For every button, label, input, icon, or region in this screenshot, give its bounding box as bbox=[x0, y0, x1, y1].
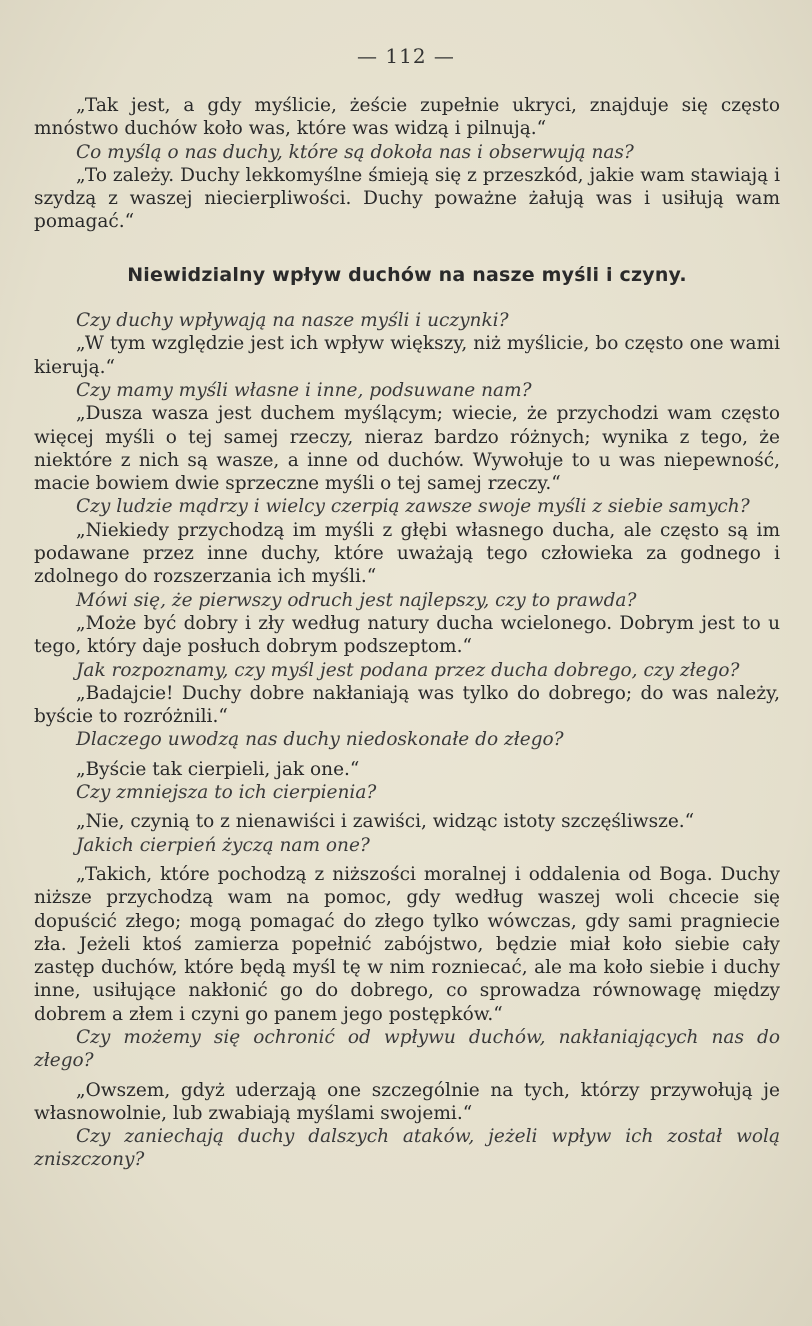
answer-paragraph: „Takich, które pochodzą z niższości moralnej i oddalenia od Boga. Duchy niższe przychodzą wam na pomoc, gdy według waszej woli chcecie się dopuścić złego; mogą pomagać do złego tylko wówczas, gdy sami pragniecie zła. Jeżeli ktoś zamierza popełnić zabójstwo, będzie miał koło siebie cały zastęp duchów, które będą myśl tę w nim rozniecać, ale ma koło siebie i duchy inne, usiłujące nakłonić go do dobrego, co sprowadza równowagę między dobrem a złem i czyni go panem jego postępków.“ bbox=[34, 863, 780, 1025]
answer-paragraph: „Badajcie! Duchy dobre nakłaniają was tylko do dobrego; do was należy, byście to rozróżnili.“ bbox=[34, 682, 780, 728]
answer-paragraph: „Owszem, gdyż uderzają one szczególnie na tych, którzy przywołują je własnowolnie, lub zwabiają myślami swojemi.“ bbox=[34, 1079, 780, 1124]
question-paragraph: Czy zaniechają duchy dalszych ataków, jeżeli wpływ ich został wolą zniszczony? bbox=[34, 1126, 780, 1171]
page-number: — 112 — bbox=[357, 44, 455, 68]
question-paragraph: Czy zmniejsza to ich cierpienia? bbox=[76, 782, 377, 804]
question-paragraph: Jak rozpoznamy, czy myśl jest podana przez ducha dobrego, czy złego? bbox=[76, 659, 740, 681]
question-paragraph: Co myślą o nas duchy, które są dokoła nas i obserwują nas? bbox=[76, 141, 634, 163]
answer-paragraph: „Dusza wasza jest duchem myślącym; wiecie, że przychodzi wam często więcej myśli o tej samej rzeczy, nieraz bardzo różnych; wynika z tego, że niektóre z nich są wasze, a inne od duchów. Wywołuje to u was niepewność, macie bowiem dwie sprzeczne myśli o tej samej rzeczy.“ bbox=[34, 403, 780, 495]
answer-paragraph: „Nie, czynią to z nienawiści i zawiści, widząc istoty szczęśliwsze.“ bbox=[76, 811, 695, 833]
question-paragraph: Dlaczego uwodzą nas duchy niedoskonałe do złego? bbox=[76, 729, 564, 751]
page-body bbox=[34, 94, 780, 1172]
question-paragraph: Czy duchy wpływają na nasze myśli i uczynki? bbox=[76, 310, 509, 332]
answer-paragraph: „To zależy. Duchy lekkomyślne śmieją się z przeszkód, jakie wam stawiają i szydzą z waszej niecierpliwości. Duchy poważne żałują was i usiłują wam pomagać.“ bbox=[34, 164, 780, 233]
section-heading: Niewidzialny wpływ duchów na nasze myśli i czyny. bbox=[127, 263, 687, 286]
answer-paragraph: „Tak jest, a gdy myślicie, żeście zupełnie ukryci, znajduje się często mnóstwo duchów koło was, które was widzą i pilnują.“ bbox=[34, 95, 780, 140]
answer-paragraph: „Byście tak cierpieli, jak one.“ bbox=[76, 758, 360, 780]
question-paragraph: Czy mamy myśli własne i inne, podsuwane nam? bbox=[76, 379, 532, 401]
answer-paragraph: „W tym względzie jest ich wpływ większy, niż myślicie, bo często one wami kierują.“ bbox=[34, 333, 780, 378]
question-paragraph: Czy ludzie mądrzy i wielcy czerpią zawsze swoje myśli z siebie samych? bbox=[76, 496, 750, 518]
answer-paragraph: „Niekiedy przychodzą im myśli z głębi własnego ducha, ale często są im podawane przez inne duchy, które uważają tego człowieka za godnego i zdolnego do rozszerzania ich myśli.“ bbox=[34, 519, 780, 588]
question-paragraph: Mówi się, że pierwszy odruch jest najlepszy, czy to prawda? bbox=[76, 589, 637, 611]
question-paragraph: Jakich cierpień życzą nam one? bbox=[76, 834, 370, 856]
question-paragraph: Czy możemy się ochronić od wpływu duchów, nakłaniających nas do złego? bbox=[34, 1026, 780, 1072]
answer-paragraph: „Może być dobry i zły według natury ducha wcielonego. Dobrym jest to u tego, który daje posłuch dobrym podszeptom.“ bbox=[34, 612, 780, 658]
